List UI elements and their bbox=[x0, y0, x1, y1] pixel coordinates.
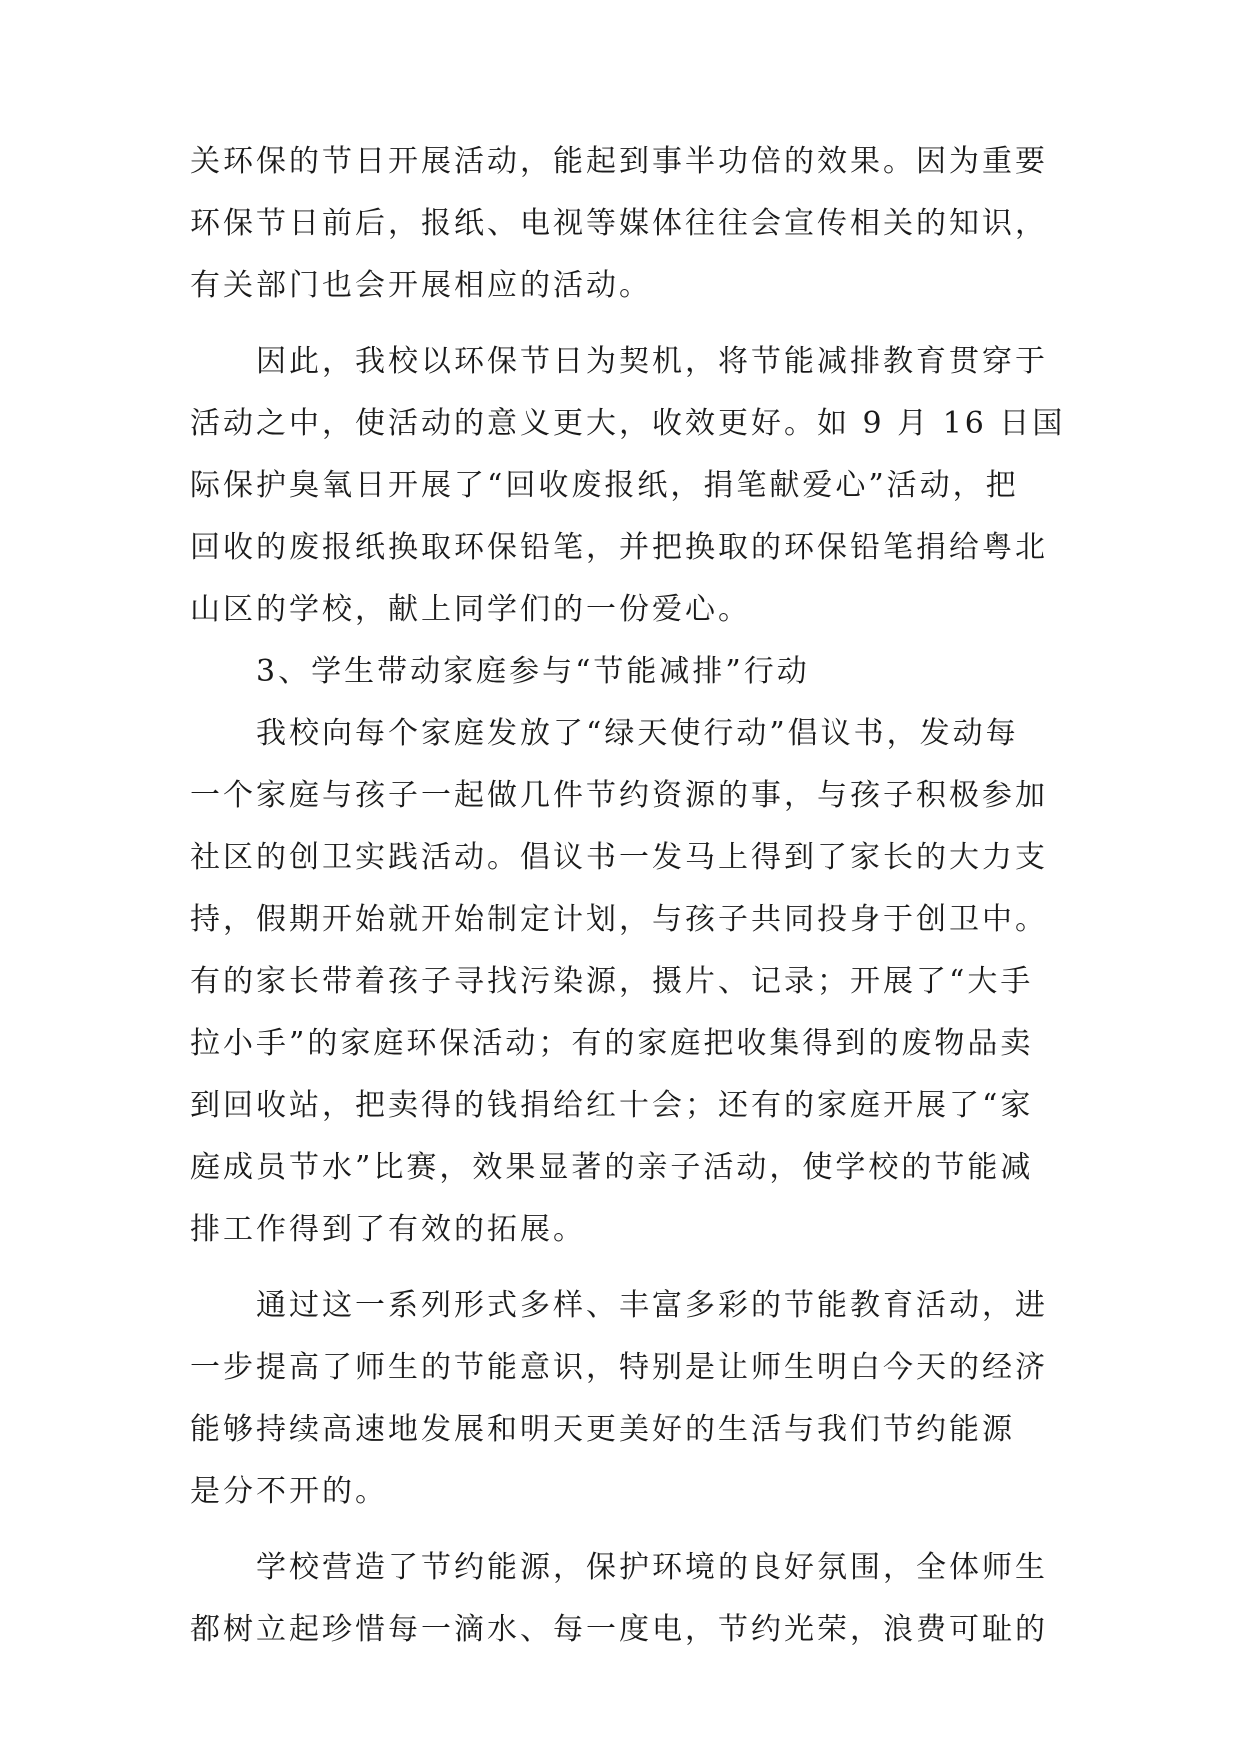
text-line: 能够持续高速地发展和明天更美好的生活与我们节约能源 bbox=[190, 1412, 1015, 1447]
text-line: 都树立起珍惜每一滴水、每一度电，节约光荣，浪费可耻的 bbox=[190, 1612, 1048, 1647]
text-line: 因此，我校以环保节日为契机，将节能减排教育贯穿于 bbox=[256, 344, 1048, 379]
text-line: 通过这一系列形式多样、丰富多彩的节能教育活动，进 bbox=[256, 1288, 1048, 1323]
text-line: 庭成员节水”比赛，效果显著的亲子活动，使学校的节能减 bbox=[190, 1150, 1034, 1185]
paragraph-green-angel-initiative bbox=[190, 703, 1050, 1261]
paragraph-festival-activities bbox=[190, 131, 1050, 317]
text-line: 到回收站，把卖得的钱捐给红十会；还有的家庭开展了“家 bbox=[190, 1088, 1034, 1123]
text-line: 有关部门也会开展相应的活动。 bbox=[190, 268, 652, 303]
text-line: 3、学生带动家庭参与“节能减排”行动 bbox=[256, 654, 810, 689]
text-line: 环保节日前后，报纸、电视等媒体往往会宣传相关的知识， bbox=[190, 206, 1048, 241]
text-line: 学校营造了节约能源，保护环境的良好氛围，全体师生 bbox=[256, 1550, 1048, 1585]
paragraph-school-atmosphere bbox=[190, 1537, 1050, 1661]
text-line: 关环保的节日开展活动，能起到事半功倍的效果。因为重要 bbox=[190, 144, 1048, 179]
paragraph-awareness-outcome bbox=[190, 1275, 1050, 1523]
paragraph-ozone-day bbox=[190, 331, 1066, 641]
text-line: 持，假期开始就开始制定计划，与孩子共同投身于创卫中。 bbox=[190, 902, 1048, 937]
section-heading-family-participation bbox=[190, 641, 1050, 703]
text-line: 拉小手”的家庭环保活动；有的家庭把收集得到的废物品卖 bbox=[190, 1026, 1034, 1061]
text-line: 一步提高了师生的节能意识，特别是让师生明白今天的经济 bbox=[190, 1350, 1048, 1385]
text-line: 一个家庭与孩子一起做几件节约资源的事，与孩子积极参加 bbox=[190, 778, 1048, 813]
text-line: 山区的学校，献上同学们的一份爱心。 bbox=[190, 592, 751, 627]
text-line: 际保护臭氧日开展了“回收废报纸，捐笔献爱心”活动，把 bbox=[190, 468, 1019, 503]
text-line: 排工作得到了有效的拓展。 bbox=[190, 1212, 586, 1247]
text-line: 活动之中，使活动的意义更大，收效更好。如 9 月 16 日国 bbox=[190, 406, 1066, 441]
text-line: 有的家长带着孩子寻找污染源，摄片、记录；开展了“大手 bbox=[190, 964, 1034, 999]
text-line: 是分不开的。 bbox=[190, 1474, 388, 1509]
document-body bbox=[190, 131, 1066, 1661]
text-line: 社区的创卫实践活动。倡议书一发马上得到了家长的大力支 bbox=[190, 840, 1048, 875]
text-line: 回收的废报纸换取环保铅笔，并把换取的环保铅笔捐给粤北 bbox=[190, 530, 1048, 565]
text-line: 我校向每个家庭发放了“绿天使行动”倡议书，发动每 bbox=[256, 716, 1019, 751]
